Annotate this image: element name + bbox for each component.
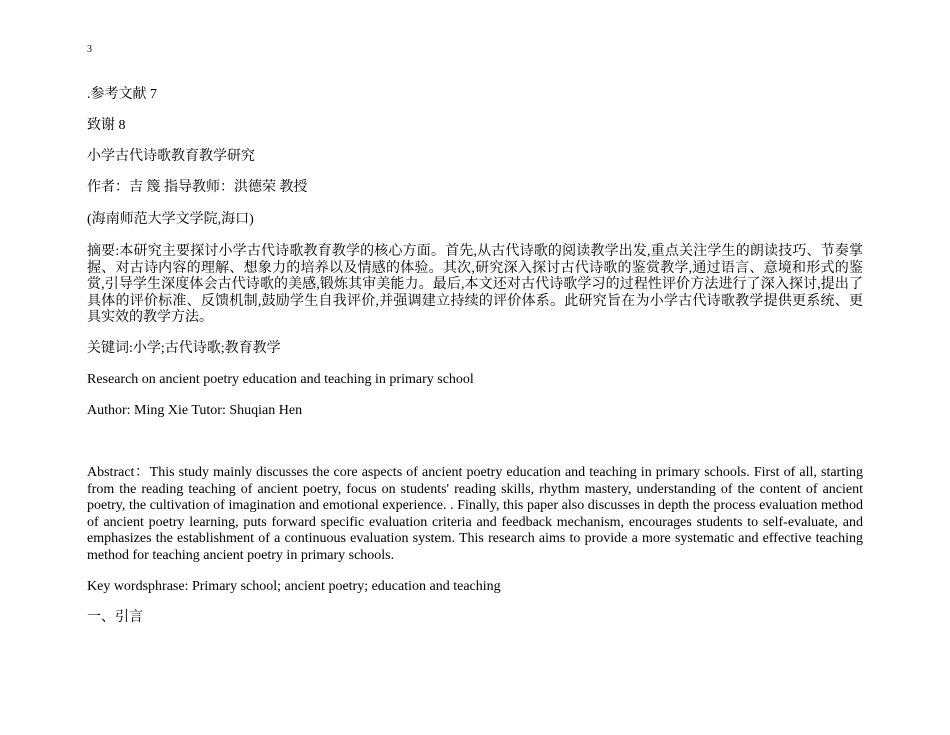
affiliation-chinese: (海南师范大学文学院,海口) <box>87 212 254 227</box>
page-number: 3 <box>87 44 92 55</box>
abstract-chinese: 摘要:本研究主要探讨小学古代诗歌教育教学的核心方面。首先,从古代诗歌的阅读教学出发,重点关注学生的朗读技巧、节奏掌握、对古诗内容的理解、想象力的培养以及情感的体验。其次,研究深入探讨古代诗歌的鉴赏教学,通过语言、意境和形式的鉴赏,引导学生深度体会古代诗歌的美感,锻炼其审美能力。最后,本文还对古代诗歌学习的过程性评价方法进行了深入探讨,提出了具体的评价标准、反馈机制,鼓励学生自我评价,并强调建立持续的评价体系。此研究旨在为小学古代诗歌教学提供更系统、更具实效的教学方法。 <box>87 244 863 325</box>
author-line-chinese: 作者：吉 篾 指导教师：洪德荣 教授 <box>87 180 308 195</box>
keywords-english: Key wordsphrase: Primary school; ancient poetry; education and teaching <box>87 579 501 594</box>
keywords-chinese: 关键词:小学;古代诗歌;教育教学 <box>87 341 281 356</box>
abstract-english: Abstract：This study mainly discusses the core aspects of ancient poetry education and teaching in primary schools. First of all, starting from the reading teaching of ancient poetry, focus on students' reading skills, rhythm mastery, understanding of the content of ancient poetry, the cultivation of imagination and emotional experience. . Finally, this paper also discusses in depth the process evaluation method of ancient poetry learning, puts forward specific evaluation criteria and feedback mechanism, encourages students to self-evaluate, and emphasizes the establishment of a continuous evaluation system. This research aims to provide a more systematic and effective teaching method for teaching ancient poetry in primary schools. <box>87 465 863 563</box>
section-heading-introduction: 一、引言 <box>87 610 143 625</box>
author-line-english: Author: Ming Xie Tutor: Shuqian Hen <box>87 403 303 418</box>
toc-acknowledgements: 致谢 8 <box>87 118 126 133</box>
title-english: Research on ancient poetry education and teaching in primary school <box>87 372 474 387</box>
toc-references: .参考文献 7 <box>87 87 157 102</box>
title-chinese: 小学古代诗歌教育教学研究 <box>87 149 255 164</box>
